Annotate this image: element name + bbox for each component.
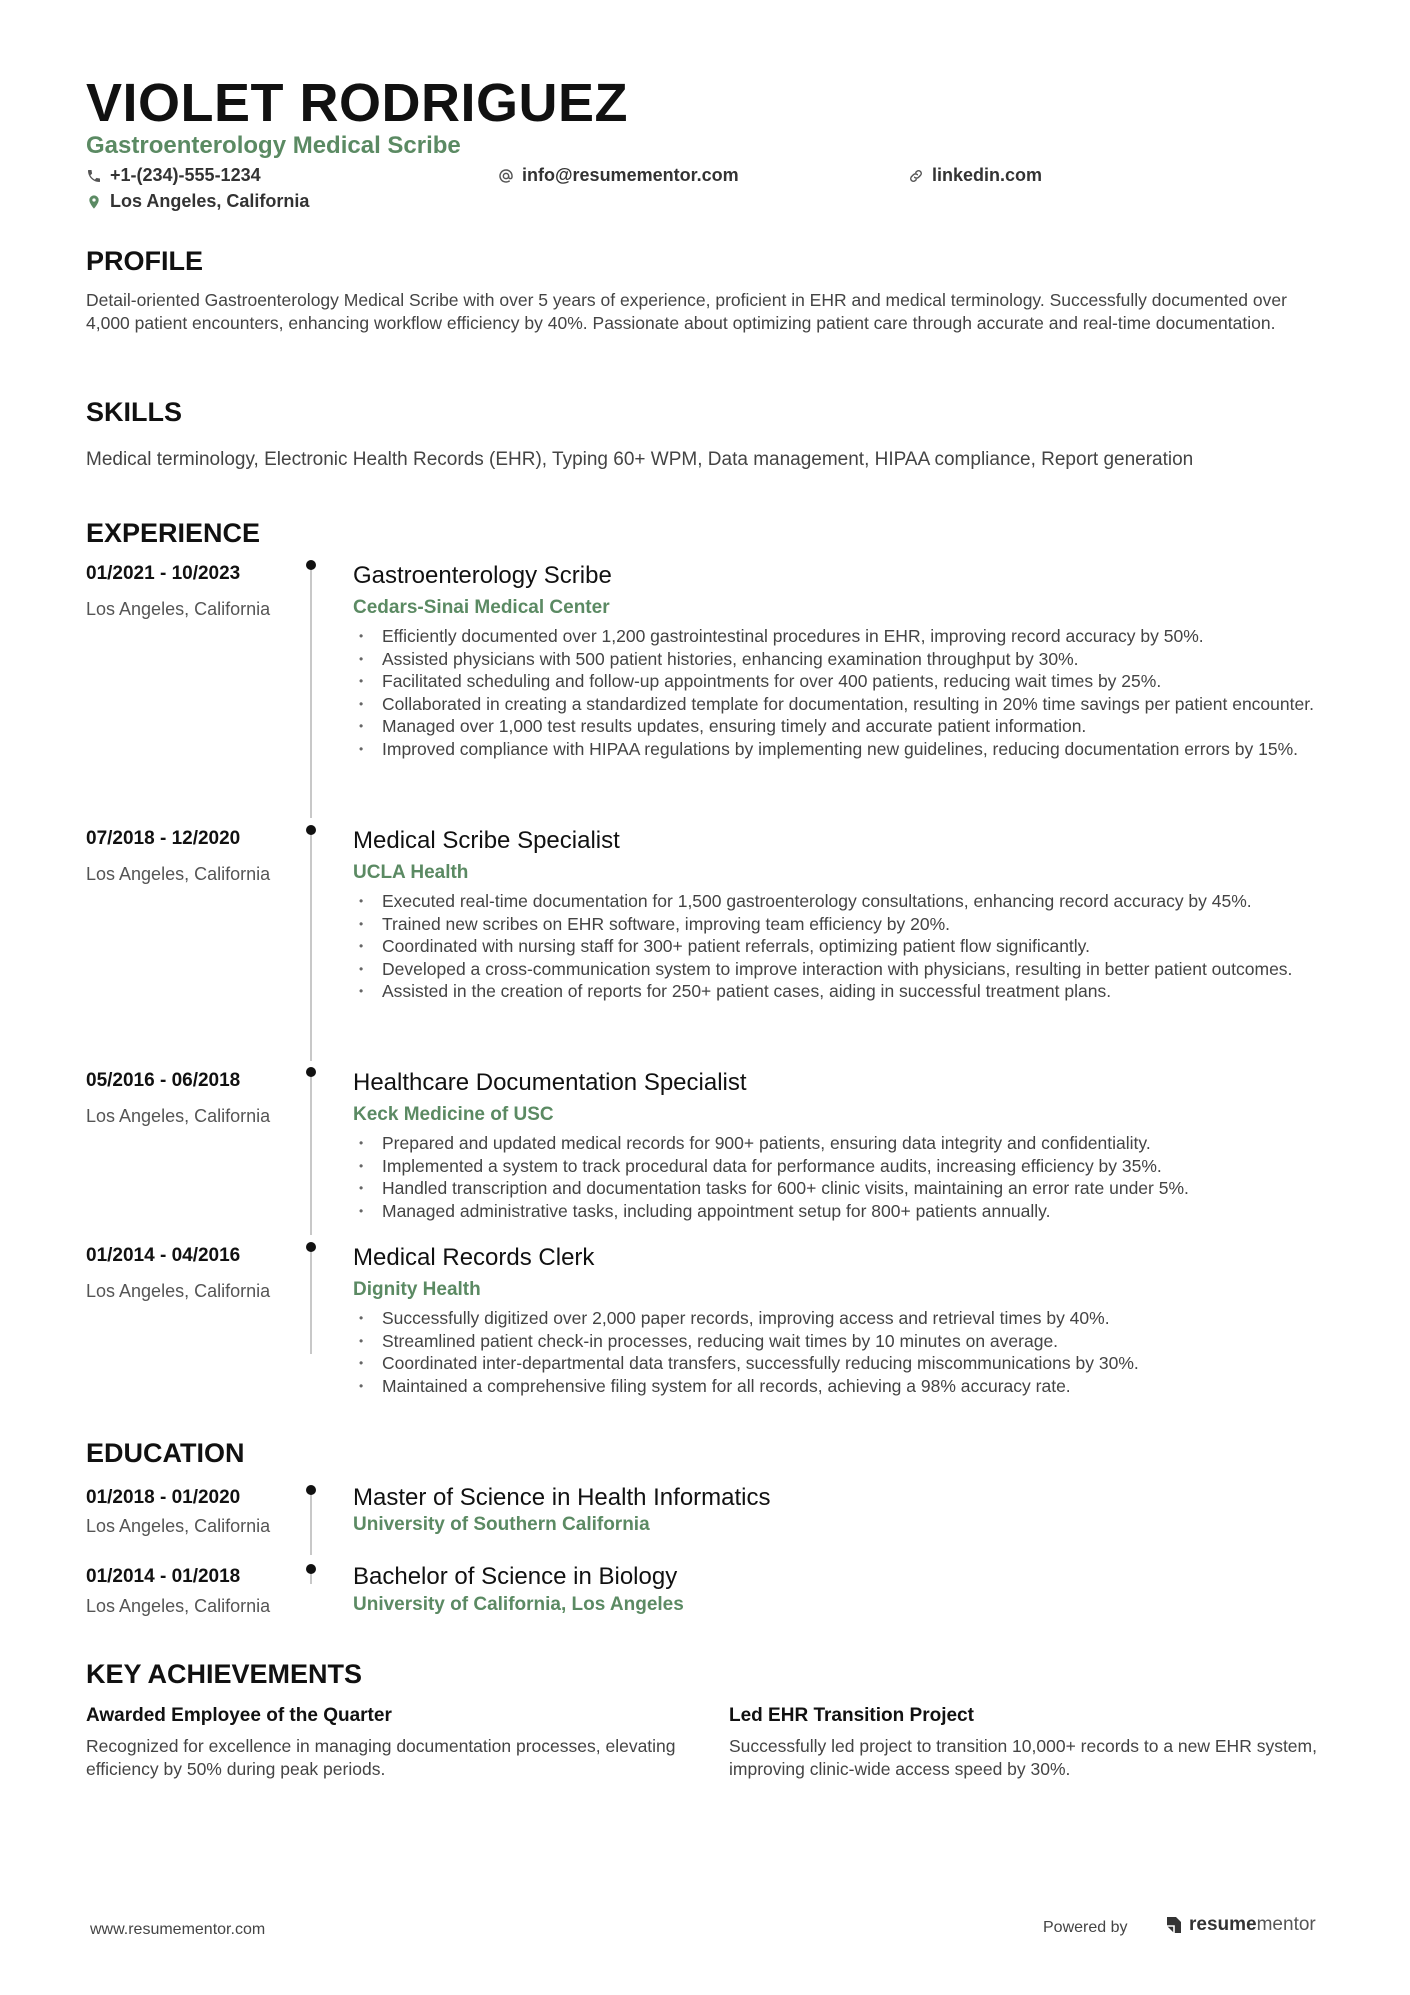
job-organization: UCLA Health bbox=[353, 862, 469, 883]
job-bullet: • Successfully digitized over 2,000 paper records, improving access and retrieval times by 40%. bbox=[353, 1307, 1410, 1330]
job-dates: 07/2018 - 12/2020 bbox=[86, 828, 241, 849]
job-bullet: • Collaborated in creating a standardized template for documentation, resulting in 20% time savings per patient encounter. bbox=[353, 693, 1410, 716]
job-location: Los Angeles, California bbox=[86, 864, 271, 884]
timeline-line bbox=[310, 1071, 312, 1235]
job-bullet: • Implemented a system to track procedural data for performance audits, increasing efficiency by 35%. bbox=[353, 1155, 1410, 1178]
location-text: Los Angeles, California bbox=[110, 191, 310, 211]
achievement-text: Successfully led project to transition 10,000+ records to a new EHR system, improving clinic-wide access speed by 30%. bbox=[729, 1736, 1317, 1779]
brand-mark-icon bbox=[1165, 1915, 1183, 1935]
timeline-dot bbox=[306, 1067, 316, 1077]
job-location: Los Angeles, California bbox=[86, 1281, 271, 1301]
timeline-dot bbox=[306, 825, 316, 835]
timeline-dot bbox=[306, 1485, 316, 1495]
job-dates: 01/2021 - 10/2023 bbox=[86, 563, 241, 584]
linkedin-text: linkedin.com bbox=[932, 165, 1043, 185]
job-bullets bbox=[353, 625, 1410, 760]
achievement-title: Led EHR Transition Project bbox=[729, 1705, 974, 1726]
job-bullet: • Assisted physicians with 500 patient histories, enhancing examination throughput by 30%. bbox=[353, 648, 1410, 671]
education-dates: 01/2018 - 01/2020 bbox=[86, 1487, 241, 1508]
footer-website[interactable]: www.resumementor.com bbox=[90, 1921, 266, 1938]
job-bullets bbox=[353, 890, 1410, 1003]
profile-text: Detail-oriented Gastroenterology Medical Scribe with over 5 years of experience, proficient in EHR and medical terminology. Successfully documented over 4,000 patient encounters, enhancing workflow efficiency by 40%. Passionate about optimizing patient care through accurate and real-time documentation. bbox=[86, 290, 1287, 333]
job-title: Medical Scribe Specialist bbox=[353, 827, 620, 854]
job-bullet: • Coordinated with nursing staff for 300+ patient referrals, optimizing patient flow significantly. bbox=[353, 935, 1410, 958]
candidate-name: VIOLET RODRIGUEZ bbox=[86, 73, 629, 133]
email-text: info@resumementor.com bbox=[522, 165, 739, 185]
brand-logo[interactable] bbox=[1165, 1914, 1316, 1936]
skills-heading: SKILLS bbox=[86, 397, 183, 427]
job-dates: 05/2016 - 06/2018 bbox=[86, 1070, 241, 1091]
skills-text: Medical terminology, Electronic Health Records (EHR), Typing 60+ WPM, Data management, HIPAA compliance, Report generation bbox=[86, 449, 1194, 470]
achievement-text: Recognized for excellence in managing documentation processes, elevating efficiency by 50% during peak periods. bbox=[86, 1736, 676, 1779]
job-bullet: • Facilitated scheduling and follow-up appointments for over 400 patients, reducing wait times by 25%. bbox=[353, 670, 1410, 693]
brand-light: mentor bbox=[1256, 1914, 1316, 1935]
job-bullet: • Trained new scribes on EHR software, improving team efficiency by 20%. bbox=[353, 913, 1410, 936]
timeline-line bbox=[310, 829, 312, 1061]
job-bullet: • Prepared and updated medical records for 900+ patients, ensuring data integrity and confidentiality. bbox=[353, 1132, 1410, 1155]
achievement-title: Awarded Employee of the Quarter bbox=[86, 1705, 392, 1726]
job-organization: Dignity Health bbox=[353, 1279, 481, 1300]
education-degree: Bachelor of Science in Biology bbox=[353, 1563, 678, 1590]
achievements-heading: KEY ACHIEVEMENTS bbox=[86, 1659, 363, 1689]
job-title: Healthcare Documentation Specialist bbox=[353, 1069, 747, 1096]
contact-location bbox=[86, 191, 309, 212]
education-location: Los Angeles, California bbox=[86, 1516, 271, 1536]
job-bullet: • Executed real-time documentation for 1,500 gastroenterology consultations, enhancing record accuracy by 45%. bbox=[353, 890, 1410, 913]
job-bullet: • Streamlined patient check-in processes, reducing wait times by 10 minutes on average. bbox=[353, 1330, 1410, 1353]
profile-heading: PROFILE bbox=[86, 246, 204, 276]
job-bullet: • Coordinated inter-departmental data transfers, successfully reducing miscommunications by 30%. bbox=[353, 1352, 1410, 1375]
job-location: Los Angeles, California bbox=[86, 599, 271, 619]
brand-bold: resume bbox=[1189, 1914, 1257, 1935]
at-icon bbox=[498, 168, 514, 184]
education-school: University of Southern California bbox=[353, 1514, 650, 1535]
contact-phone[interactable] bbox=[86, 165, 261, 186]
job-dates: 01/2014 - 04/2016 bbox=[86, 1245, 241, 1266]
job-bullet: • Handled transcription and documentation tasks for 600+ clinic visits, maintaining an error rate under 5%. bbox=[353, 1177, 1410, 1200]
contact-linkedin[interactable] bbox=[908, 165, 1042, 186]
phone-icon bbox=[86, 168, 102, 184]
timeline-line bbox=[310, 1246, 312, 1354]
education-school: University of California, Los Angeles bbox=[353, 1594, 684, 1615]
timeline-line bbox=[310, 1489, 312, 1555]
link-icon bbox=[908, 168, 924, 184]
education-location: Los Angeles, California bbox=[86, 1596, 271, 1616]
job-bullet: • Developed a cross-communication system to improve interaction with physicians, resulting in better patient outcomes. bbox=[353, 958, 1410, 981]
job-bullets bbox=[353, 1132, 1410, 1222]
job-location: Los Angeles, California bbox=[86, 1106, 271, 1126]
job-title: Medical Records Clerk bbox=[353, 1244, 595, 1271]
job-bullets bbox=[353, 1307, 1410, 1397]
phone-text: +1-(234)-555-1234 bbox=[110, 165, 261, 185]
education-degree: Master of Science in Health Informatics bbox=[353, 1484, 771, 1511]
location-pin-icon bbox=[86, 194, 102, 210]
job-organization: Cedars-Sinai Medical Center bbox=[353, 597, 610, 618]
experience-heading: EXPERIENCE bbox=[86, 518, 261, 548]
timeline-dot bbox=[306, 1564, 316, 1574]
powered-by-label: Powered by bbox=[1043, 1919, 1128, 1936]
timeline-dot bbox=[306, 1242, 316, 1252]
candidate-role: Gastroenterology Medical Scribe bbox=[86, 132, 461, 159]
job-bullet: • Managed over 1,000 test results updates, ensuring timely and accurate patient information. bbox=[353, 715, 1410, 738]
education-dates: 01/2014 - 01/2018 bbox=[86, 1566, 241, 1587]
job-title: Gastroenterology Scribe bbox=[353, 562, 612, 589]
job-bullet: • Maintained a comprehensive filing system for all records, achieving a 98% accuracy rate. bbox=[353, 1375, 1410, 1398]
timeline-line bbox=[310, 564, 312, 818]
job-bullet: • Assisted in the creation of reports for 250+ patient cases, aiding in successful treatment plans. bbox=[353, 980, 1410, 1003]
job-organization: Keck Medicine of USC bbox=[353, 1104, 554, 1125]
contact-email[interactable] bbox=[498, 165, 739, 186]
job-bullet: • Efficiently documented over 1,200 gastrointestinal procedures in EHR, improving record accuracy by 50%. bbox=[353, 625, 1410, 648]
timeline-dot bbox=[306, 560, 316, 570]
education-heading: EDUCATION bbox=[86, 1438, 245, 1468]
job-bullet: • Managed administrative tasks, including appointment setup for 800+ patients annually. bbox=[353, 1200, 1410, 1223]
job-bullet: • Improved compliance with HIPAA regulations by implementing new guidelines, reducing documentation errors by 15%. bbox=[353, 738, 1410, 761]
